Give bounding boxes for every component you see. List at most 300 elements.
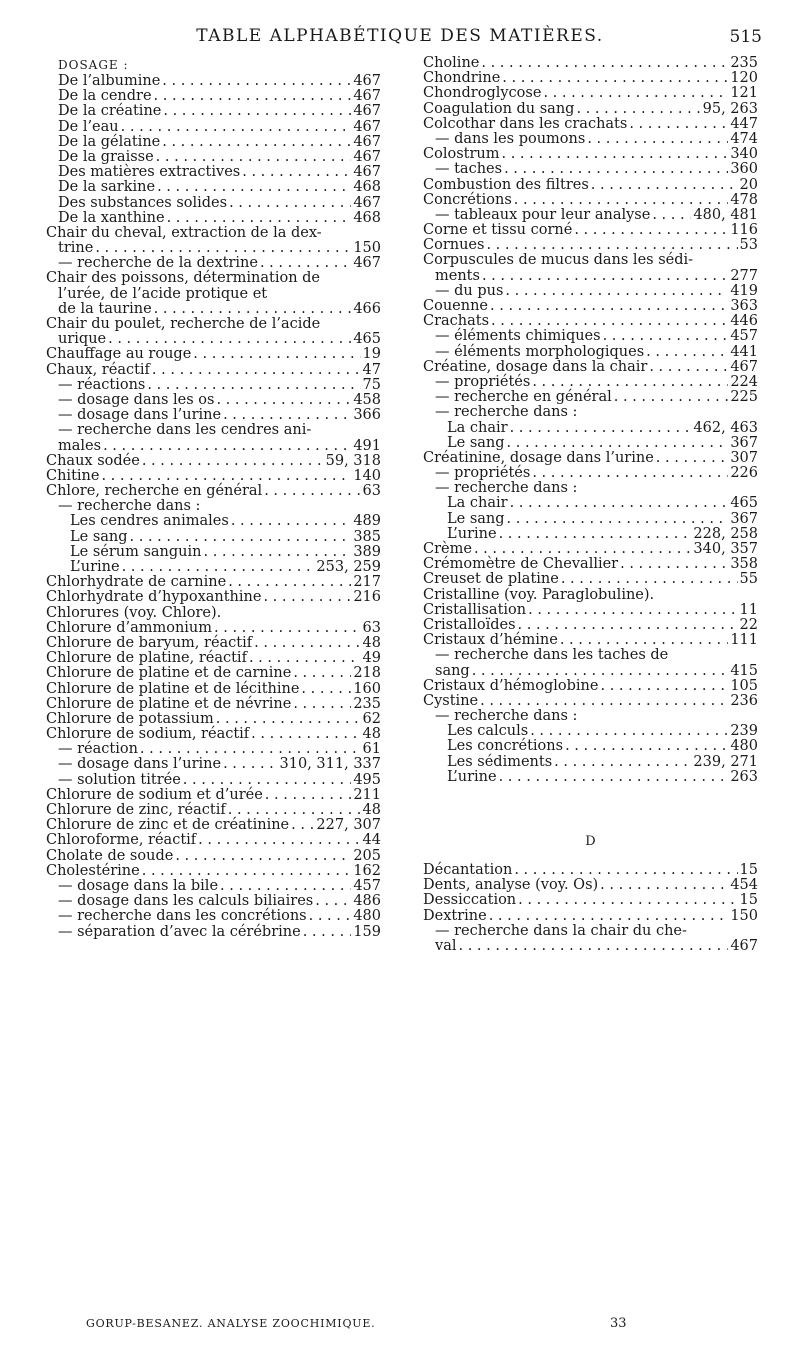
entry-label: — recherche dans les concrétions: [58, 908, 307, 925]
index-entry: [423, 208, 758, 223]
index-entry: [46, 621, 381, 636]
entry-page: 235: [353, 695, 381, 712]
entry-label: De la sarkine: [58, 179, 156, 196]
leader-dots: [502, 71, 728, 86]
entry-page: 150: [730, 907, 758, 924]
index-entry: [46, 651, 381, 666]
index-entry: [46, 256, 381, 271]
leader-dots: [560, 633, 728, 648]
entry-label: Créatine, dosage dans la chair: [423, 358, 648, 375]
leader-dots: [175, 849, 351, 864]
index-entry: [46, 788, 381, 803]
entry-label: Le sérum sanguin: [70, 543, 202, 560]
index-entry: [423, 284, 758, 299]
entry-label: Creuset de platine: [423, 571, 559, 588]
entry-label: — recherche dans la chair du che-: [435, 922, 687, 939]
leader-dots: [528, 603, 737, 618]
index-entry: [46, 818, 381, 833]
leader-dots: [228, 575, 351, 590]
index-list-right: [423, 56, 758, 785]
leader-dots: [254, 636, 360, 651]
index-entry: [46, 727, 381, 742]
entry-page: 48: [362, 802, 381, 818]
index-entry: [423, 633, 758, 648]
entry-label: De la cendre: [58, 88, 152, 105]
leader-dots: [223, 408, 351, 423]
index-entry: [46, 530, 381, 545]
leader-dots: [152, 363, 361, 378]
index-entry: [46, 803, 381, 818]
index-entry: [423, 679, 758, 694]
entry-page: 367: [730, 434, 758, 451]
index-entry: [46, 89, 381, 104]
entry-page: 105: [730, 677, 758, 694]
leader-dots: [600, 679, 728, 694]
entry-page: 466: [353, 300, 381, 317]
leader-dots: [260, 256, 351, 271]
entry-page: 19: [362, 346, 381, 363]
entry-label: — éléments morphologiques: [435, 343, 645, 360]
leader-dots: [154, 89, 352, 104]
entry-page: 480: [353, 908, 381, 925]
leader-dots: [576, 102, 700, 117]
leader-dots: [193, 347, 360, 362]
entry-label: Chlore, recherche en général: [46, 483, 263, 500]
entry-label: Chondrine: [423, 70, 501, 87]
leader-dots: [482, 269, 728, 284]
entry-page: 467: [730, 358, 758, 375]
entry-label: Cholestérine: [46, 862, 140, 879]
index-entry: [46, 469, 381, 484]
footer-signature: GORUP-BESANEZ. ANALYSE ZOOCHIMIQUE.: [86, 1317, 376, 1330]
leader-dots: [504, 162, 728, 177]
leader-dots: [652, 208, 691, 223]
entry-label: Chlorure de platine et de lécithine: [46, 680, 300, 697]
entry-label: La chair: [447, 495, 508, 512]
leader-dots: [532, 466, 728, 481]
entry-label: De la gélatine: [58, 133, 161, 150]
entry-label: — réaction: [58, 741, 138, 758]
entry-label: Le sang: [447, 510, 505, 527]
entry-label: — dosage dans l’urine: [58, 756, 222, 773]
entry-label: urique: [58, 331, 107, 348]
entry-label: Crème: [423, 541, 472, 557]
page-header: [0, 26, 800, 56]
entry-label: Créatinine, dosage dans l’urine: [423, 449, 654, 466]
section-heading-d: D: [585, 834, 596, 849]
leader-dots: [510, 496, 729, 511]
entry-page: 367: [730, 510, 758, 527]
entry-page: 11: [739, 601, 758, 618]
index-entry: [46, 894, 381, 909]
leader-dots: [122, 560, 315, 575]
entry-page: 467: [353, 148, 381, 165]
entry-page: 467: [353, 103, 381, 120]
entry-label: La chair: [447, 419, 508, 436]
leader-dots: [147, 378, 360, 393]
leader-dots: [242, 165, 351, 180]
index-entry: [46, 287, 381, 302]
entry-label: De la créatine: [58, 103, 162, 120]
entry-label: Chlorhydrate de carnine: [46, 574, 227, 591]
entry-page: 55: [739, 571, 758, 588]
entry-page: 15: [739, 862, 758, 878]
leader-dots: [204, 545, 352, 560]
index-entry: [46, 454, 381, 469]
entry-label: Crachats: [423, 313, 490, 330]
entry-page: 63: [362, 483, 381, 500]
entry-label: L’urine: [70, 559, 120, 575]
entry-page: 340: [730, 146, 758, 163]
entry-label: — tableaux pour leur analyse: [435, 206, 651, 223]
entry-page: 111: [730, 632, 758, 649]
entry-label: Dents, analyse (voy. Os): [423, 877, 599, 894]
entry-page: 53: [739, 237, 758, 254]
entry-page: 467: [353, 255, 381, 272]
leader-dots: [156, 150, 352, 165]
leader-dots: [591, 178, 738, 193]
entry-label: Cristalline (voy. Paraglobuline).: [423, 586, 655, 603]
entry-label: Chitine: [46, 467, 100, 484]
entry-page: 486: [353, 893, 381, 910]
entry-page: 360: [730, 161, 758, 178]
leader-dots: [216, 393, 351, 408]
entry-page: 205: [353, 847, 381, 864]
leader-dots: [103, 439, 351, 454]
index-column-left: [46, 56, 381, 940]
leader-dots: [458, 939, 728, 954]
index-entry: [46, 120, 381, 135]
entry-label: Les calculs: [447, 723, 529, 740]
entry-label: Cristaux d’hémine: [423, 632, 558, 649]
leader-dots: [491, 314, 728, 329]
index-entry: [423, 147, 758, 162]
entry-label: — taches: [435, 161, 503, 178]
index-entry: [423, 755, 758, 770]
leader-dots: [157, 180, 351, 195]
index-entry: [46, 408, 381, 423]
index-entry: [46, 165, 381, 180]
index-entry: [46, 712, 381, 727]
entry-page: 458: [353, 391, 381, 408]
entry-label: Chloroforme, réactif: [46, 832, 197, 849]
section-heading-dosage: DOSAGE :: [58, 58, 129, 72]
index-entry: [423, 86, 758, 101]
index-entry: [46, 135, 381, 150]
leader-dots: [183, 773, 352, 788]
entry-page: 277: [730, 267, 758, 284]
leader-dots: [95, 241, 351, 256]
entry-label: Coagulation du sang: [423, 100, 575, 117]
entry-page: 310, 311, 337: [279, 756, 381, 773]
index-entry: [46, 423, 381, 438]
leader-dots: [220, 879, 351, 894]
leader-dots: [507, 512, 729, 527]
entry-label: Concrétions: [423, 191, 512, 208]
index-entry: [46, 773, 381, 788]
entry-label: Cornues: [423, 237, 485, 254]
entry-page: 15: [739, 892, 758, 909]
index-entry: [46, 226, 381, 241]
entry-page: 216: [353, 589, 381, 606]
entry-page: 465: [730, 495, 758, 512]
entry-page: 121: [730, 85, 758, 102]
entry-page: 120: [730, 70, 758, 87]
entry-page: 465: [353, 331, 381, 348]
entry-label: De la xanthine: [58, 209, 165, 226]
entry-label: — propriétés: [435, 465, 531, 482]
index-entry: [423, 132, 758, 147]
leader-dots: [505, 284, 728, 299]
entry-label: Chair des poissons, détermination de: [46, 270, 321, 287]
entry-label: De l’albumine: [58, 73, 161, 89]
index-entry: [423, 909, 758, 924]
index-entry: [46, 241, 381, 256]
entry-label: val: [435, 937, 457, 954]
leader-dots: [249, 651, 361, 666]
entry-label: De la graisse: [58, 148, 154, 165]
index-entry: [423, 405, 758, 420]
index-entry: [423, 557, 758, 572]
entry-page: 228, 258: [693, 525, 758, 542]
index-entry: [423, 253, 758, 268]
entry-label: ments: [435, 267, 480, 284]
entry-page: 75: [362, 376, 381, 393]
index-entry: [423, 466, 758, 481]
entry-page: 59, 318: [325, 452, 381, 469]
entry-label: Des substances solides: [58, 194, 228, 211]
entry-label: — recherche dans :: [435, 708, 578, 725]
entry-label: — recherche dans :: [435, 480, 578, 497]
leader-dots: [309, 909, 352, 924]
entry-label: L’urine: [447, 525, 497, 542]
entry-label: Colostrum: [423, 146, 500, 163]
index-entry: [46, 925, 381, 940]
index-list-left: [46, 74, 381, 940]
entry-label: Chaux, réactif: [46, 361, 150, 378]
entry-label: Les sédiments: [447, 753, 553, 770]
leader-dots: [293, 697, 351, 712]
entry-page: 474: [730, 130, 758, 147]
entry-page: 446: [730, 313, 758, 330]
entry-label: trine: [58, 240, 94, 257]
leader-dots: [565, 739, 728, 754]
index-entry: [46, 74, 381, 89]
leader-dots: [231, 514, 351, 529]
leader-dots: [501, 147, 728, 162]
page-number: 515: [729, 27, 762, 47]
entry-page: 227, 307: [316, 817, 381, 834]
leader-dots: [486, 238, 737, 253]
entry-label: Chlorure de baryum, réactif: [46, 634, 253, 651]
index-entry: [423, 618, 758, 633]
leader-dots: [481, 56, 728, 71]
entry-page: 116: [730, 222, 758, 239]
entry-label: — recherche dans les cendres ani-: [58, 422, 312, 439]
entry-page: 468: [353, 179, 381, 196]
leader-dots: [620, 557, 728, 572]
index-entry: [423, 56, 758, 71]
entry-page: 217: [353, 574, 381, 591]
index-entry: [423, 648, 758, 663]
leader-dots: [263, 590, 351, 605]
index-entry: [423, 863, 758, 878]
leader-dots: [229, 196, 351, 211]
signature-mark: 33: [610, 1316, 627, 1331]
leader-dots: [301, 682, 351, 697]
entry-label: Cristaux d’hémoglobine: [423, 677, 599, 694]
entry-page: 478: [730, 191, 758, 208]
leader-dots: [251, 727, 360, 742]
entry-label: Chlorure de platine et de carnine: [46, 665, 292, 682]
leader-dots: [291, 818, 314, 833]
index-entry: [423, 345, 758, 360]
leader-dots: [214, 621, 361, 636]
index-entry: [46, 271, 381, 286]
entry-page: 224: [730, 373, 758, 390]
entry-page: 468: [353, 209, 381, 226]
entry-label: Dextrine: [423, 907, 487, 924]
entry-page: 467: [353, 194, 381, 211]
entry-label: Le sang: [70, 528, 128, 545]
entry-label: Chlorure de zinc, réactif: [46, 802, 226, 818]
index-entry: [423, 572, 758, 587]
index-entry: [46, 514, 381, 529]
index-entry: [46, 302, 381, 317]
index-entry: [46, 317, 381, 332]
entry-page: 239, 271: [693, 753, 758, 770]
entry-page: 307: [730, 449, 758, 466]
index-entry: [423, 329, 758, 344]
leader-dots: [265, 788, 352, 803]
index-entry: [423, 71, 758, 86]
index-entry: [423, 770, 758, 785]
entry-label: Cristalloïdes: [423, 616, 516, 633]
leader-dots: [163, 104, 351, 119]
leader-dots: [518, 618, 738, 633]
entry-label: Chlorure d’ammonium: [46, 619, 213, 636]
entry-label: — dosage dans l’urine: [58, 407, 222, 424]
entry-page: 150: [353, 240, 381, 257]
entry-label: Chlorure de zinc et de créatinine: [46, 817, 290, 834]
entry-label: — du pus: [435, 282, 504, 299]
index-entry: [423, 924, 758, 939]
index-entry: [423, 939, 758, 954]
entry-label: Chlorures (voy. Chlore).: [46, 604, 222, 621]
entry-label: sang: [435, 662, 470, 679]
index-entry: [423, 436, 758, 451]
entry-page: 160: [353, 680, 381, 697]
index-entry: [46, 439, 381, 454]
entry-page: 441: [730, 343, 758, 360]
index-entry: [423, 878, 758, 893]
entry-page: 95, 263: [702, 100, 758, 117]
entry-page: 467: [353, 133, 381, 150]
index-entry: [423, 360, 758, 375]
index-entry: [423, 238, 758, 253]
index-entry: [46, 575, 381, 590]
index-entry: [423, 193, 758, 208]
entry-label: — solution titrée: [58, 771, 181, 788]
leader-dots: [264, 484, 360, 499]
entry-label: l’urée, de l’acide protique et: [58, 285, 268, 302]
leader-dots: [130, 530, 352, 545]
entry-page: 447: [730, 115, 758, 132]
leader-dots: [223, 757, 277, 772]
leader-dots: [499, 770, 729, 785]
entry-label: — dans les poumons: [435, 130, 586, 147]
leader-dots: [101, 469, 351, 484]
leader-dots: [587, 132, 728, 147]
index-entry: [46, 378, 381, 393]
entry-page: 22: [739, 616, 758, 633]
entry-label: Chlorure de sodium, réactif: [46, 726, 250, 743]
entry-page: 235: [730, 55, 758, 71]
index-entry: [423, 739, 758, 754]
entry-page: 467: [353, 164, 381, 181]
entry-label: Crémomètre de Chevallier: [423, 556, 619, 573]
entry-label: Colcothar dans les crachats: [423, 115, 628, 132]
index-entry: [46, 590, 381, 605]
index-entry: [423, 709, 758, 724]
entry-page: 239: [730, 723, 758, 740]
leader-dots: [507, 436, 729, 451]
entry-page: 415: [730, 662, 758, 679]
index-entry: [423, 512, 758, 527]
index-entry: [423, 451, 758, 466]
entry-label: L’urine: [447, 768, 497, 785]
index-entry: [46, 833, 381, 848]
entry-label: Choline: [423, 55, 480, 71]
entry-label: Dessiccation: [423, 892, 517, 909]
index-entry: [46, 332, 381, 347]
entry-page: 47: [362, 361, 381, 378]
index-entry: [46, 211, 381, 226]
index-entry: [46, 104, 381, 119]
index-entry: [46, 864, 381, 879]
index-entry: [46, 545, 381, 560]
leader-dots: [162, 135, 351, 150]
entry-label: — séparation d’avec la cérébrine: [58, 923, 301, 940]
entry-page: 49: [362, 650, 381, 667]
leader-dots: [489, 909, 729, 924]
entry-label: de la taurine: [58, 300, 152, 317]
index-entry: [423, 893, 758, 908]
entry-label: — dosage dans la bile: [58, 877, 219, 894]
entry-page: 253, 259: [316, 559, 381, 575]
index-entry: [46, 484, 381, 499]
leader-dots: [472, 664, 729, 679]
entry-label: Des matières extractives: [58, 164, 241, 181]
entry-page: 480: [730, 738, 758, 755]
entry-label: — dosage dans les calculs biliaires: [58, 893, 314, 910]
entry-page: 48: [362, 726, 381, 743]
entry-label: Chauffage au rouge: [46, 346, 192, 363]
entry-label: Corpuscules de mucus dans les sédi-: [423, 252, 694, 269]
entry-label: Chair du cheval, extraction de la dex-: [46, 224, 322, 241]
leader-dots: [532, 375, 728, 390]
entry-page: 159: [353, 923, 381, 940]
index-entry: [423, 603, 758, 618]
entry-page: 63: [362, 619, 381, 636]
entry-label: males: [58, 437, 102, 454]
leader-dots: [228, 803, 361, 818]
entry-label: Chlorure de sodium et d’urée: [46, 786, 263, 803]
leader-dots: [518, 893, 737, 908]
leader-dots: [530, 724, 728, 739]
running-title: TABLE ALPHABÉTIQUE DES MATIÈRES.: [196, 26, 604, 46]
entry-page: 495: [353, 771, 381, 788]
